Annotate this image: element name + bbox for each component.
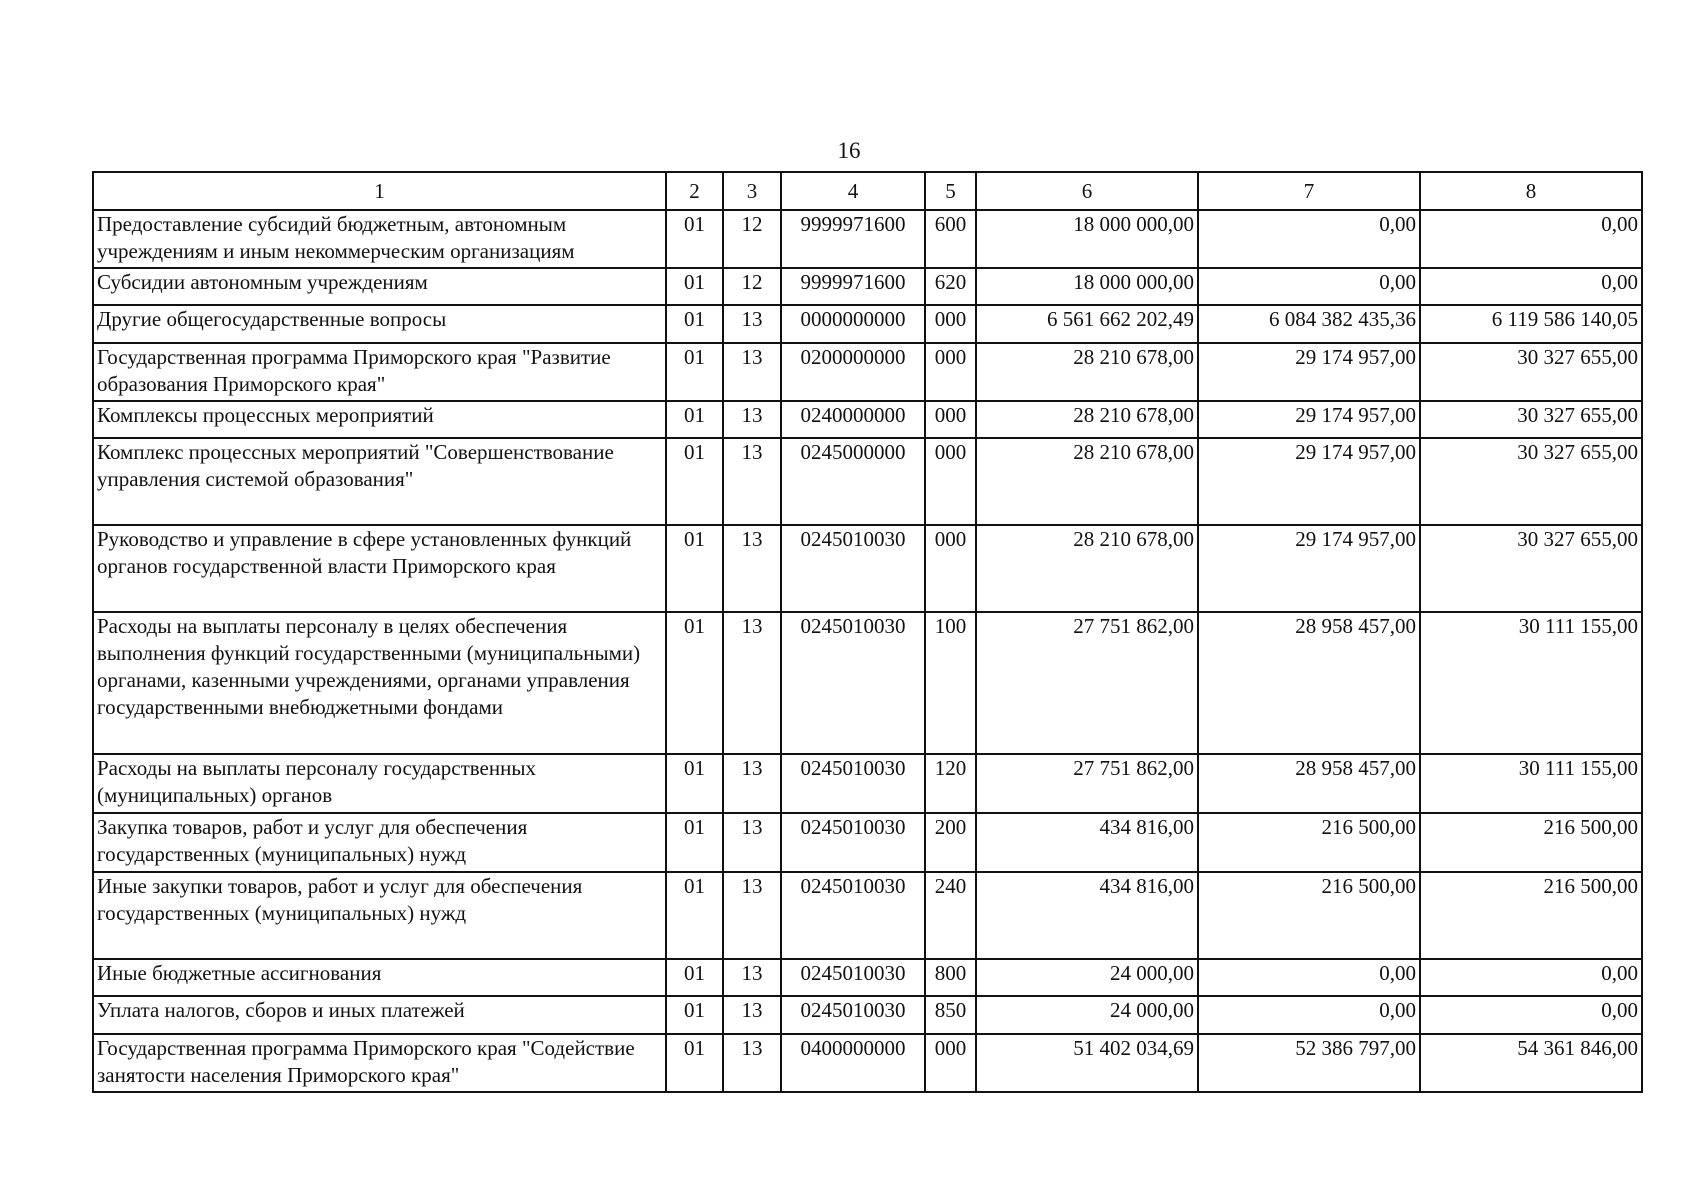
- subsection-code: 12: [723, 268, 781, 305]
- amount-col-8: 216 500,00: [1420, 813, 1642, 872]
- target-article-code: 0240000000: [781, 401, 925, 438]
- expense-type-code: 850: [925, 996, 976, 1034]
- row-name: Руководство и управление в сфере установленных функций органов государственной власти Приморского края: [93, 525, 666, 612]
- row-name: Иные закупки товаров, работ и услуг для обеспечения государственных (муниципальных) нужд: [93, 872, 666, 959]
- section-code: 01: [666, 438, 723, 525]
- expense-type-code: 000: [925, 525, 976, 612]
- subsection-code: 13: [723, 612, 781, 754]
- expense-type-code: 000: [925, 401, 976, 438]
- section-code: 01: [666, 401, 723, 438]
- section-code: 01: [666, 268, 723, 305]
- amount-col-7: 29 174 957,00: [1198, 343, 1420, 401]
- subsection-code: 13: [723, 525, 781, 612]
- target-article-code: 0245010030: [781, 813, 925, 872]
- subsection-code: 13: [723, 813, 781, 872]
- amount-col-6: 18 000 000,00: [976, 210, 1198, 268]
- row-name: Комплексы процессных мероприятий: [93, 401, 666, 438]
- subsection-code: 13: [723, 754, 781, 813]
- amount-col-6: 24 000,00: [976, 996, 1198, 1034]
- amount-col-6: 28 210 678,00: [976, 343, 1198, 401]
- row-name: Субсидии автономным учреждениям: [93, 268, 666, 305]
- table-row: [93, 268, 1642, 305]
- subsection-code: 13: [723, 401, 781, 438]
- column-header: 2: [666, 172, 723, 210]
- amount-col-8: 30 111 155,00: [1420, 612, 1642, 754]
- amount-col-8: 30 327 655,00: [1420, 438, 1642, 525]
- row-name: Закупка товаров, работ и услуг для обеспечения государственных (муниципальных) нужд: [93, 813, 666, 872]
- amount-col-6: 27 751 862,00: [976, 612, 1198, 754]
- target-article-code: 0200000000: [781, 343, 925, 401]
- section-code: 01: [666, 343, 723, 401]
- section-code: 01: [666, 1034, 723, 1092]
- target-article-code: 0245010030: [781, 754, 925, 813]
- row-name: Государственная программа Приморского края "Развитие образования Приморского края": [93, 343, 666, 401]
- page-number: 16: [837, 138, 861, 163]
- amount-col-6: 434 816,00: [976, 872, 1198, 959]
- subsection-code: 13: [723, 438, 781, 525]
- amount-col-6: 27 751 862,00: [976, 754, 1198, 813]
- section-code: 01: [666, 305, 723, 343]
- subsection-code: 13: [723, 1034, 781, 1092]
- expense-type-code: 620: [925, 268, 976, 305]
- target-article-code: 0245010030: [781, 612, 925, 754]
- row-name: Уплата налогов, сборов и иных платежей: [93, 996, 666, 1034]
- subsection-code: 13: [723, 305, 781, 343]
- target-article-code: 9999971600: [781, 210, 925, 268]
- amount-col-7: 28 958 457,00: [1198, 612, 1420, 754]
- section-code: 01: [666, 754, 723, 813]
- expense-type-code: 200: [925, 813, 976, 872]
- expense-type-code: 240: [925, 872, 976, 959]
- amount-col-7: 29 174 957,00: [1198, 438, 1420, 525]
- row-name: Предоставление субсидий бюджетным, автономным учреждениям и иным некоммерческим организациям: [93, 210, 666, 268]
- section-code: 01: [666, 996, 723, 1034]
- amount-col-6: 6 561 662 202,49: [976, 305, 1198, 343]
- amount-col-7: 29 174 957,00: [1198, 401, 1420, 438]
- amount-col-6: 28 210 678,00: [976, 438, 1198, 525]
- amount-col-7: 216 500,00: [1198, 872, 1420, 959]
- amount-col-7: 216 500,00: [1198, 813, 1420, 872]
- table-row: [93, 996, 1642, 1034]
- amount-col-8: 30 327 655,00: [1420, 343, 1642, 401]
- table-row: [93, 343, 1642, 401]
- expense-type-code: 000: [925, 1034, 976, 1092]
- column-header: 7: [1198, 172, 1420, 210]
- subsection-code: 13: [723, 343, 781, 401]
- table-row: [93, 525, 1642, 612]
- section-code: 01: [666, 959, 723, 996]
- table-row: [93, 959, 1642, 996]
- amount-col-7: 0,00: [1198, 959, 1420, 996]
- subsection-code: 12: [723, 210, 781, 268]
- column-header: 4: [781, 172, 925, 210]
- expense-type-code: 000: [925, 343, 976, 401]
- header-row: [93, 172, 1642, 210]
- table-row: [93, 813, 1642, 872]
- amount-col-8: 216 500,00: [1420, 872, 1642, 959]
- amount-col-8: 54 361 846,00: [1420, 1034, 1642, 1092]
- target-article-code: 0245000000: [781, 438, 925, 525]
- table-row: [93, 438, 1642, 525]
- target-article-code: 0245010030: [781, 996, 925, 1034]
- section-code: 01: [666, 872, 723, 959]
- row-name: Комплекс процессных мероприятий "Совершенствование управления системой образования": [93, 438, 666, 525]
- amount-col-6: 434 816,00: [976, 813, 1198, 872]
- target-article-code: 0000000000: [781, 305, 925, 343]
- expense-type-code: 120: [925, 754, 976, 813]
- amount-col-8: 30 327 655,00: [1420, 401, 1642, 438]
- table-row: [93, 754, 1642, 813]
- amount-col-8: 6 119 586 140,05: [1420, 305, 1642, 343]
- expense-type-code: 800: [925, 959, 976, 996]
- amount-col-6: 28 210 678,00: [976, 401, 1198, 438]
- amount-col-6: 18 000 000,00: [976, 268, 1198, 305]
- amount-col-8: 0,00: [1420, 996, 1642, 1034]
- amount-col-7: 29 174 957,00: [1198, 525, 1420, 612]
- table-row: [93, 612, 1642, 754]
- amount-col-7: 0,00: [1198, 996, 1420, 1034]
- column-header: 8: [1420, 172, 1642, 210]
- amount-col-7: 28 958 457,00: [1198, 754, 1420, 813]
- subsection-code: 13: [723, 959, 781, 996]
- row-name: Иные бюджетные ассигнования: [93, 959, 666, 996]
- section-code: 01: [666, 813, 723, 872]
- row-name: Государственная программа Приморского края "Содействие занятости населения Приморского края": [93, 1034, 666, 1092]
- section-code: 01: [666, 210, 723, 268]
- target-article-code: 0245010030: [781, 872, 925, 959]
- subsection-code: 13: [723, 872, 781, 959]
- row-name: Расходы на выплаты персоналу в целях обеспечения выполнения функций государственными (муниципальными) органами, казенными учреждениями, органами управления государственными внебюджетными фондами: [93, 612, 666, 754]
- table-row: [93, 1034, 1642, 1092]
- column-header: 5: [925, 172, 976, 210]
- expense-type-code: 000: [925, 305, 976, 343]
- amount-col-7: 6 084 382 435,36: [1198, 305, 1420, 343]
- budget-table: [92, 171, 1643, 1093]
- amount-col-7: 0,00: [1198, 268, 1420, 305]
- column-header: 3: [723, 172, 781, 210]
- target-article-code: 0400000000: [781, 1034, 925, 1092]
- target-article-code: 0245010030: [781, 959, 925, 996]
- target-article-code: 9999971600: [781, 268, 925, 305]
- section-code: 01: [666, 525, 723, 612]
- table-row: [93, 401, 1642, 438]
- amount-col-8: 0,00: [1420, 210, 1642, 268]
- table-row: [93, 305, 1642, 343]
- amount-col-6: 51 402 034,69: [976, 1034, 1198, 1092]
- expense-type-code: 100: [925, 612, 976, 754]
- amount-col-8: 0,00: [1420, 268, 1642, 305]
- row-name: Другие общегосударственные вопросы: [93, 305, 666, 343]
- column-header: 1: [93, 172, 666, 210]
- expense-type-code: 000: [925, 438, 976, 525]
- table-row: [93, 872, 1642, 959]
- section-code: 01: [666, 612, 723, 754]
- amount-col-7: 52 386 797,00: [1198, 1034, 1420, 1092]
- amount-col-8: 0,00: [1420, 959, 1642, 996]
- amount-col-6: 24 000,00: [976, 959, 1198, 996]
- amount-col-8: 30 327 655,00: [1420, 525, 1642, 612]
- table-row: [93, 210, 1642, 268]
- amount-col-6: 28 210 678,00: [976, 525, 1198, 612]
- target-article-code: 0245010030: [781, 525, 925, 612]
- column-header: 6: [976, 172, 1198, 210]
- row-name: Расходы на выплаты персоналу государственных (муниципальных) органов: [93, 754, 666, 813]
- amount-col-8: 30 111 155,00: [1420, 754, 1642, 813]
- amount-col-7: 0,00: [1198, 210, 1420, 268]
- subsection-code: 13: [723, 996, 781, 1034]
- expense-type-code: 600: [925, 210, 976, 268]
